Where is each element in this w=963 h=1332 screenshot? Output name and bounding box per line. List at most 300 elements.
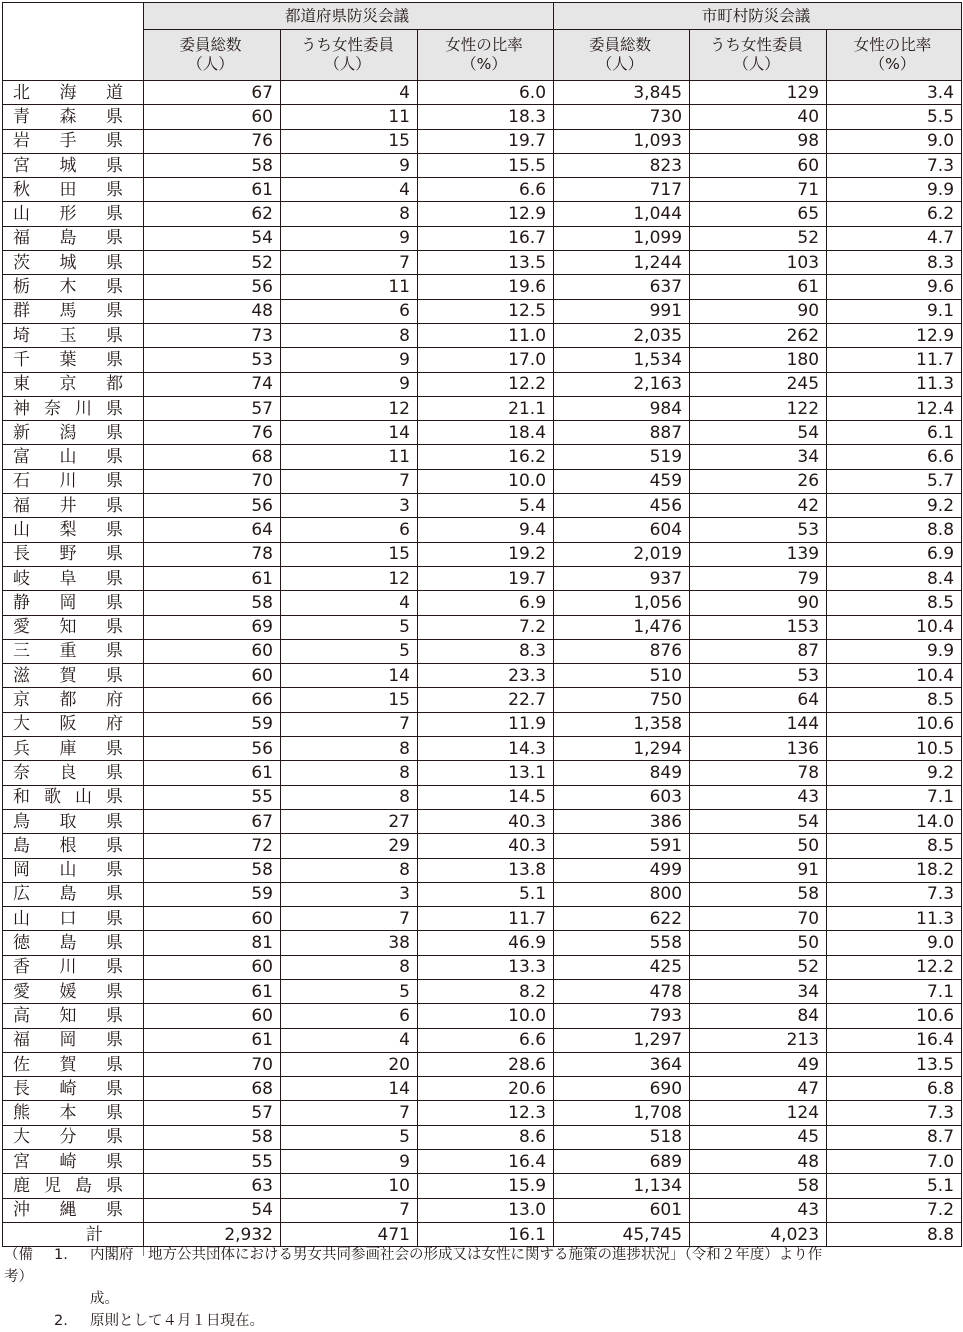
muni-council-total: 1,044 bbox=[554, 202, 690, 226]
muni-council-women: 87 bbox=[690, 639, 827, 663]
prefecture-name: 岡山県 bbox=[3, 858, 144, 882]
pref-council-ratio: 11.7 bbox=[418, 907, 554, 931]
pref-council-ratio: 10.0 bbox=[418, 1004, 554, 1028]
muni-council-total: 1,056 bbox=[554, 591, 690, 615]
pref-council-total: 61 bbox=[144, 979, 281, 1003]
pref-council-total: 68 bbox=[144, 1077, 281, 1101]
prefecture-name: 長野県 bbox=[3, 542, 144, 566]
pref-council-women: 29 bbox=[281, 834, 418, 858]
table-row bbox=[3, 202, 962, 226]
pref-council-ratio: 15.9 bbox=[418, 1174, 554, 1198]
muni-council-total: 604 bbox=[554, 518, 690, 542]
pref-council-ratio: 16.1 bbox=[418, 1222, 554, 1246]
table-row bbox=[3, 615, 962, 639]
col-header-muni-ratio: 女性の比率 （%） bbox=[827, 30, 962, 81]
pref-council-total: 59 bbox=[144, 712, 281, 736]
pref-council-women: 6 bbox=[281, 1004, 418, 1028]
muni-council-women: 129 bbox=[690, 81, 827, 105]
pref-council-total: 62 bbox=[144, 202, 281, 226]
pref-council-ratio: 19.7 bbox=[418, 566, 554, 590]
muni-council-total: 793 bbox=[554, 1004, 690, 1028]
pref-council-ratio: 40.3 bbox=[418, 834, 554, 858]
pref-council-women: 3 bbox=[281, 882, 418, 906]
muni-council-ratio: 11.7 bbox=[827, 348, 962, 372]
muni-council-women: 79 bbox=[690, 566, 827, 590]
pref-council-women: 7 bbox=[281, 712, 418, 736]
table-row bbox=[3, 761, 962, 785]
muni-council-women: 34 bbox=[690, 979, 827, 1003]
pref-council-total: 73 bbox=[144, 323, 281, 347]
pref-council-ratio: 12.3 bbox=[418, 1101, 554, 1125]
note-1-text-cont: 成。 bbox=[90, 1291, 119, 1307]
muni-council-ratio: 8.4 bbox=[827, 566, 962, 590]
prefecture-name: 茨城県 bbox=[3, 251, 144, 275]
pref-council-women: 7 bbox=[281, 251, 418, 275]
pref-council-total: 57 bbox=[144, 396, 281, 420]
muni-council-ratio: 9.9 bbox=[827, 639, 962, 663]
col-header-pref-ratio: 女性の比率 （%） bbox=[418, 30, 554, 81]
muni-council-women: 52 bbox=[690, 226, 827, 250]
pref-council-ratio: 17.0 bbox=[418, 348, 554, 372]
pref-council-ratio: 7.2 bbox=[418, 615, 554, 639]
note-1-text: 内閣府「地方公共団体における男女共同参画社会の形成又は女性に関する施策の進捗状況」（令和２年度）より作 bbox=[90, 1247, 823, 1263]
table-row bbox=[3, 445, 962, 469]
corner-cell bbox=[3, 3, 144, 81]
pref-council-ratio: 9.4 bbox=[418, 518, 554, 542]
prefecture-name: 鹿児島県 bbox=[3, 1174, 144, 1198]
muni-council-total: 1,358 bbox=[554, 712, 690, 736]
muni-council-women: 98 bbox=[690, 129, 827, 153]
pref-council-women: 20 bbox=[281, 1052, 418, 1076]
muni-council-women: 26 bbox=[690, 469, 827, 493]
pref-council-women: 14 bbox=[281, 1077, 418, 1101]
col-header-muni-women: うち女性委員 （人） bbox=[690, 30, 827, 81]
pref-council-women: 12 bbox=[281, 566, 418, 590]
muni-council-women: 153 bbox=[690, 615, 827, 639]
muni-council-ratio: 9.9 bbox=[827, 178, 962, 202]
col-header-pref-women: うち女性委員 （人） bbox=[281, 30, 418, 81]
pref-council-women: 8 bbox=[281, 955, 418, 979]
pref-council-total: 72 bbox=[144, 834, 281, 858]
table-body bbox=[3, 81, 962, 1247]
table-row bbox=[3, 469, 962, 493]
pref-council-total: 59 bbox=[144, 882, 281, 906]
muni-council-ratio: 12.2 bbox=[827, 955, 962, 979]
prefecture-name: 静岡県 bbox=[3, 591, 144, 615]
muni-council-ratio: 7.0 bbox=[827, 1150, 962, 1174]
muni-council-women: 90 bbox=[690, 299, 827, 323]
muni-council-ratio: 6.8 bbox=[827, 1077, 962, 1101]
pref-council-women: 5 bbox=[281, 615, 418, 639]
table-row bbox=[3, 907, 962, 931]
table-row bbox=[3, 1174, 962, 1198]
table-row bbox=[3, 251, 962, 275]
table-row bbox=[3, 737, 962, 761]
muni-council-total: 1,534 bbox=[554, 348, 690, 372]
table-row bbox=[3, 809, 962, 833]
muni-council-women: 50 bbox=[690, 834, 827, 858]
pref-council-ratio: 16.7 bbox=[418, 226, 554, 250]
table-row bbox=[3, 542, 962, 566]
muni-council-women: 52 bbox=[690, 955, 827, 979]
muni-council-total: 823 bbox=[554, 153, 690, 177]
muni-council-ratio: 3.4 bbox=[827, 81, 962, 105]
prefecture-name: 和歌山県 bbox=[3, 785, 144, 809]
prefecture-name: 計 bbox=[3, 1222, 144, 1246]
prefecture-name: 山梨県 bbox=[3, 518, 144, 542]
pref-council-total: 68 bbox=[144, 445, 281, 469]
muni-council-total: 1,476 bbox=[554, 615, 690, 639]
pref-council-ratio: 11.9 bbox=[418, 712, 554, 736]
muni-council-ratio: 9.0 bbox=[827, 129, 962, 153]
muni-council-women: 54 bbox=[690, 421, 827, 445]
table-row bbox=[3, 858, 962, 882]
muni-council-ratio: 6.9 bbox=[827, 542, 962, 566]
pref-council-total: 53 bbox=[144, 348, 281, 372]
pref-council-total: 76 bbox=[144, 129, 281, 153]
pref-council-ratio: 18.3 bbox=[418, 105, 554, 129]
pref-council-total: 70 bbox=[144, 469, 281, 493]
table-row bbox=[3, 834, 962, 858]
pref-council-total: 55 bbox=[144, 785, 281, 809]
pref-council-women: 8 bbox=[281, 323, 418, 347]
note-1 bbox=[4, 1244, 959, 1288]
prefecture-name: 滋賀県 bbox=[3, 664, 144, 688]
pref-council-total: 56 bbox=[144, 737, 281, 761]
muni-council-ratio: 7.3 bbox=[827, 1101, 962, 1125]
prefecture-name: 佐賀県 bbox=[3, 1052, 144, 1076]
pref-council-ratio: 13.8 bbox=[418, 858, 554, 882]
muni-council-ratio: 16.4 bbox=[827, 1028, 962, 1052]
muni-council-ratio: 8.5 bbox=[827, 591, 962, 615]
muni-council-women: 4,023 bbox=[690, 1222, 827, 1246]
pref-council-ratio: 21.1 bbox=[418, 396, 554, 420]
muni-council-total: 1,099 bbox=[554, 226, 690, 250]
prefecture-name: 福井県 bbox=[3, 494, 144, 518]
prefecture-name: 香川県 bbox=[3, 955, 144, 979]
pref-council-ratio: 40.3 bbox=[418, 809, 554, 833]
prefecture-name: 埼玉県 bbox=[3, 323, 144, 347]
muni-council-women: 122 bbox=[690, 396, 827, 420]
pref-council-ratio: 12.2 bbox=[418, 372, 554, 396]
pref-council-women: 8 bbox=[281, 785, 418, 809]
pref-council-ratio: 5.4 bbox=[418, 494, 554, 518]
prefecture-name: 大阪府 bbox=[3, 712, 144, 736]
muni-council-total: 1,093 bbox=[554, 129, 690, 153]
prefecture-name: 島根県 bbox=[3, 834, 144, 858]
muni-council-ratio: 7.3 bbox=[827, 153, 962, 177]
table-row bbox=[3, 348, 962, 372]
note-2 bbox=[4, 1310, 959, 1332]
table-row bbox=[3, 1150, 962, 1174]
note-1-number: 1. bbox=[54, 1247, 68, 1263]
notes bbox=[4, 1244, 959, 1332]
pref-council-ratio: 12.9 bbox=[418, 202, 554, 226]
pref-council-ratio: 6.9 bbox=[418, 591, 554, 615]
muni-council-ratio: 8.5 bbox=[827, 834, 962, 858]
prefecture-name: 愛媛県 bbox=[3, 979, 144, 1003]
muni-council-ratio: 8.7 bbox=[827, 1125, 962, 1149]
prefecture-name: 神奈川県 bbox=[3, 396, 144, 420]
muni-council-ratio: 6.1 bbox=[827, 421, 962, 445]
muni-council-total: 849 bbox=[554, 761, 690, 785]
prefecture-name: 宮城県 bbox=[3, 153, 144, 177]
prefecture-name: 石川県 bbox=[3, 469, 144, 493]
pref-council-women: 15 bbox=[281, 129, 418, 153]
muni-council-women: 54 bbox=[690, 809, 827, 833]
muni-council-ratio: 8.3 bbox=[827, 251, 962, 275]
pref-council-ratio: 13.1 bbox=[418, 761, 554, 785]
muni-council-total: 510 bbox=[554, 664, 690, 688]
pref-council-ratio: 20.6 bbox=[418, 1077, 554, 1101]
pref-council-ratio: 13.3 bbox=[418, 955, 554, 979]
muni-council-ratio: 9.1 bbox=[827, 299, 962, 323]
table-row bbox=[3, 931, 962, 955]
pref-council-women: 5 bbox=[281, 979, 418, 1003]
muni-council-total: 1,708 bbox=[554, 1101, 690, 1125]
muni-council-women: 43 bbox=[690, 785, 827, 809]
pref-council-women: 11 bbox=[281, 105, 418, 129]
pref-council-women: 14 bbox=[281, 664, 418, 688]
table-row bbox=[3, 1052, 962, 1076]
pref-council-women: 9 bbox=[281, 348, 418, 372]
pref-council-total: 60 bbox=[144, 1004, 281, 1028]
muni-council-ratio: 10.4 bbox=[827, 615, 962, 639]
prefecture-name: 徳島県 bbox=[3, 931, 144, 955]
pref-council-ratio: 22.7 bbox=[418, 688, 554, 712]
muni-council-women: 49 bbox=[690, 1052, 827, 1076]
pref-council-total: 58 bbox=[144, 591, 281, 615]
pref-council-total: 81 bbox=[144, 931, 281, 955]
pref-council-women: 7 bbox=[281, 1198, 418, 1222]
muni-council-ratio: 12.4 bbox=[827, 396, 962, 420]
muni-council-total: 887 bbox=[554, 421, 690, 445]
muni-council-women: 40 bbox=[690, 105, 827, 129]
muni-council-women: 64 bbox=[690, 688, 827, 712]
muni-council-ratio: 9.6 bbox=[827, 275, 962, 299]
pref-council-ratio: 14.5 bbox=[418, 785, 554, 809]
muni-council-women: 43 bbox=[690, 1198, 827, 1222]
table-row bbox=[3, 566, 962, 590]
pref-council-ratio: 10.0 bbox=[418, 469, 554, 493]
muni-council-ratio: 5.1 bbox=[827, 1174, 962, 1198]
pref-council-ratio: 15.5 bbox=[418, 153, 554, 177]
prefecture-name: 新潟県 bbox=[3, 421, 144, 445]
muni-council-ratio: 18.2 bbox=[827, 858, 962, 882]
pref-council-women: 10 bbox=[281, 1174, 418, 1198]
prefecture-name: 山口県 bbox=[3, 907, 144, 931]
muni-council-women: 53 bbox=[690, 664, 827, 688]
pref-council-women: 7 bbox=[281, 907, 418, 931]
muni-council-women: 91 bbox=[690, 858, 827, 882]
muni-council-women: 90 bbox=[690, 591, 827, 615]
pref-council-ratio: 6.6 bbox=[418, 178, 554, 202]
pref-council-women: 14 bbox=[281, 421, 418, 445]
muni-council-women: 48 bbox=[690, 1150, 827, 1174]
pref-council-women: 471 bbox=[281, 1222, 418, 1246]
pref-council-total: 69 bbox=[144, 615, 281, 639]
pref-council-total: 61 bbox=[144, 1028, 281, 1052]
pref-council-ratio: 23.3 bbox=[418, 664, 554, 688]
table-row bbox=[3, 275, 962, 299]
pref-council-women: 6 bbox=[281, 299, 418, 323]
pref-council-total: 64 bbox=[144, 518, 281, 542]
pref-council-ratio: 13.5 bbox=[418, 251, 554, 275]
pref-council-total: 48 bbox=[144, 299, 281, 323]
prefecture-name: 三重県 bbox=[3, 639, 144, 663]
prefecture-name: 群馬県 bbox=[3, 299, 144, 323]
pref-council-women: 11 bbox=[281, 445, 418, 469]
table-row bbox=[3, 1125, 962, 1149]
prefecture-name: 長崎県 bbox=[3, 1077, 144, 1101]
muni-council-women: 139 bbox=[690, 542, 827, 566]
muni-council-total: 499 bbox=[554, 858, 690, 882]
pref-council-total: 61 bbox=[144, 178, 281, 202]
muni-council-total: 3,845 bbox=[554, 81, 690, 105]
pref-council-total: 74 bbox=[144, 372, 281, 396]
pref-council-women: 3 bbox=[281, 494, 418, 518]
table-row bbox=[3, 81, 962, 105]
table-row bbox=[3, 153, 962, 177]
pref-council-ratio: 8.2 bbox=[418, 979, 554, 1003]
table-row bbox=[3, 494, 962, 518]
pref-council-women: 8 bbox=[281, 761, 418, 785]
table-row bbox=[3, 518, 962, 542]
muni-council-total: 45,745 bbox=[554, 1222, 690, 1246]
table-row bbox=[3, 591, 962, 615]
pref-council-women: 8 bbox=[281, 202, 418, 226]
muni-council-women: 60 bbox=[690, 153, 827, 177]
pref-council-women: 38 bbox=[281, 931, 418, 955]
pref-council-total: 60 bbox=[144, 639, 281, 663]
muni-council-total: 690 bbox=[554, 1077, 690, 1101]
muni-council-ratio: 7.2 bbox=[827, 1198, 962, 1222]
muni-council-total: 456 bbox=[554, 494, 690, 518]
muni-council-total: 425 bbox=[554, 955, 690, 979]
table-row bbox=[3, 226, 962, 250]
muni-council-total: 1,297 bbox=[554, 1028, 690, 1052]
table-row bbox=[3, 323, 962, 347]
muni-council-women: 61 bbox=[690, 275, 827, 299]
muni-council-women: 34 bbox=[690, 445, 827, 469]
table-row bbox=[3, 1101, 962, 1125]
prefecture-name: 岩手県 bbox=[3, 129, 144, 153]
muni-council-ratio: 5.7 bbox=[827, 469, 962, 493]
prefecture-name: 栃木県 bbox=[3, 275, 144, 299]
muni-council-total: 386 bbox=[554, 809, 690, 833]
pref-council-women: 4 bbox=[281, 81, 418, 105]
muni-council-total: 876 bbox=[554, 639, 690, 663]
muni-council-total: 2,163 bbox=[554, 372, 690, 396]
muni-council-ratio: 4.7 bbox=[827, 226, 962, 250]
muni-council-ratio: 11.3 bbox=[827, 907, 962, 931]
pref-council-total: 60 bbox=[144, 907, 281, 931]
group-header-prefectural: 都道府県防災会議 bbox=[144, 3, 554, 30]
muni-council-women: 45 bbox=[690, 1125, 827, 1149]
pref-council-total: 56 bbox=[144, 494, 281, 518]
muni-council-ratio: 9.2 bbox=[827, 761, 962, 785]
pref-council-women: 4 bbox=[281, 178, 418, 202]
muni-council-women: 53 bbox=[690, 518, 827, 542]
muni-council-ratio: 7.1 bbox=[827, 785, 962, 809]
muni-council-ratio: 10.5 bbox=[827, 737, 962, 761]
muni-council-total: 558 bbox=[554, 931, 690, 955]
note-2-text: 原則として４月１日現在。 bbox=[90, 1313, 264, 1329]
muni-council-women: 47 bbox=[690, 1077, 827, 1101]
prefecture-name: 宮崎県 bbox=[3, 1150, 144, 1174]
pref-council-total: 78 bbox=[144, 542, 281, 566]
table-row bbox=[3, 882, 962, 906]
pref-council-total: 58 bbox=[144, 858, 281, 882]
muni-council-ratio: 6.2 bbox=[827, 202, 962, 226]
pref-council-women: 9 bbox=[281, 1150, 418, 1174]
prefecture-name: 京都府 bbox=[3, 688, 144, 712]
table-row bbox=[3, 1077, 962, 1101]
pref-council-women: 12 bbox=[281, 396, 418, 420]
pref-council-ratio: 13.0 bbox=[418, 1198, 554, 1222]
muni-council-women: 103 bbox=[690, 251, 827, 275]
pref-council-total: 57 bbox=[144, 1101, 281, 1125]
prefecture-name: 福島県 bbox=[3, 226, 144, 250]
pref-council-women: 6 bbox=[281, 518, 418, 542]
pref-council-ratio: 19.2 bbox=[418, 542, 554, 566]
muni-council-total: 364 bbox=[554, 1052, 690, 1076]
pref-council-women: 8 bbox=[281, 737, 418, 761]
prefecture-name: 奈良県 bbox=[3, 761, 144, 785]
pref-council-total: 56 bbox=[144, 275, 281, 299]
prefecture-name: 青森県 bbox=[3, 105, 144, 129]
prefecture-name: 兵庫県 bbox=[3, 737, 144, 761]
pref-council-total: 76 bbox=[144, 421, 281, 445]
muni-council-women: 262 bbox=[690, 323, 827, 347]
pref-council-women: 15 bbox=[281, 542, 418, 566]
muni-council-women: 84 bbox=[690, 1004, 827, 1028]
table-row bbox=[3, 785, 962, 809]
pref-council-total: 67 bbox=[144, 81, 281, 105]
pref-council-women: 7 bbox=[281, 469, 418, 493]
pref-council-ratio: 11.0 bbox=[418, 323, 554, 347]
col-header-pref-total: 委員総数 （人） bbox=[144, 30, 281, 81]
table-row bbox=[3, 664, 962, 688]
muni-council-total: 603 bbox=[554, 785, 690, 809]
muni-council-women: 180 bbox=[690, 348, 827, 372]
pref-council-ratio: 18.4 bbox=[418, 421, 554, 445]
note-1-continued bbox=[4, 1288, 959, 1310]
prefecture-name: 沖縄県 bbox=[3, 1198, 144, 1222]
muni-council-total: 591 bbox=[554, 834, 690, 858]
pref-council-total: 61 bbox=[144, 761, 281, 785]
pref-council-total: 54 bbox=[144, 1198, 281, 1222]
muni-council-total: 991 bbox=[554, 299, 690, 323]
prefecture-name: 秋田県 bbox=[3, 178, 144, 202]
muni-council-total: 1,294 bbox=[554, 737, 690, 761]
disaster-council-table bbox=[2, 2, 962, 1247]
muni-council-ratio: 12.9 bbox=[827, 323, 962, 347]
pref-council-total: 63 bbox=[144, 1174, 281, 1198]
table-row bbox=[3, 1198, 962, 1222]
table-row bbox=[3, 396, 962, 420]
table-row bbox=[3, 1028, 962, 1052]
muni-council-ratio: 11.3 bbox=[827, 372, 962, 396]
pref-council-ratio: 16.2 bbox=[418, 445, 554, 469]
pref-council-total: 52 bbox=[144, 251, 281, 275]
pref-council-women: 4 bbox=[281, 1028, 418, 1052]
prefecture-name: 東京都 bbox=[3, 372, 144, 396]
muni-council-women: 245 bbox=[690, 372, 827, 396]
muni-council-ratio: 8.5 bbox=[827, 688, 962, 712]
pref-council-total: 67 bbox=[144, 809, 281, 833]
pref-council-women: 5 bbox=[281, 1125, 418, 1149]
